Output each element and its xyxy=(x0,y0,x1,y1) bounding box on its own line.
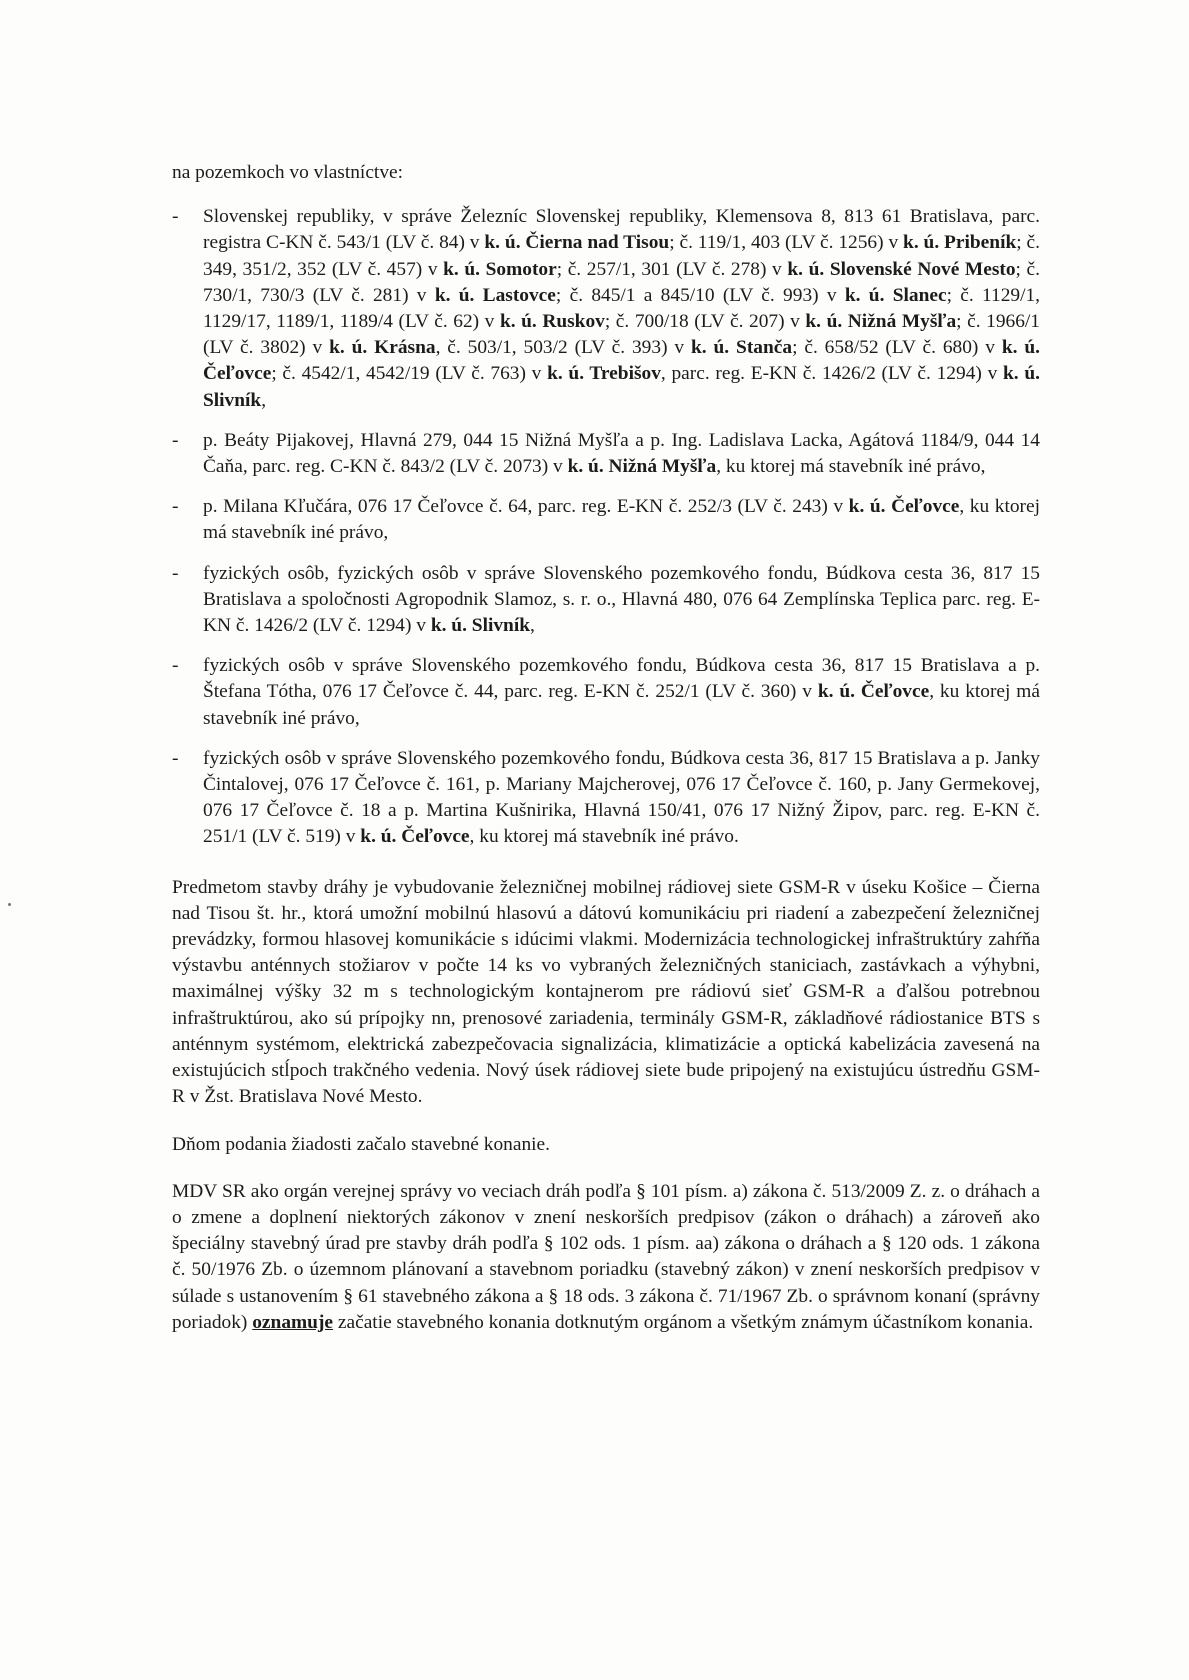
text-run: začatie stavebného konania dotknutým orgánom a všetkým známym účastníkom konania. xyxy=(333,1311,1034,1333)
scan-speck xyxy=(8,903,11,906)
text-run: MDV SR ako orgán verejnej správy vo veciach dráh podľa § 101 písm. a) zákona č. 513/2009 Z. z. o dráhach a o zmene a doplnení niektorých zákonov v znení neskorších predpisov (zákon o dráhach) a zároveň ako špeciálny stavebný úrad pre stavby dráh podľa § 102 ods. 1 písm. aa) zákona o dráhach a § 120 ods. 1 zákona č. 50/1976 Zb. o územnom plánovaní a stavebnom poriadku (stavebný zákon) v znení neskorších predpisov v súlade s ustanovením § 61 stavebného zákona a § 18 ods. 3 zákona č. 71/1967 Zb. o správnom konaní (správny poriadok) xyxy=(172,1180,1040,1333)
text-run: p. Beáty Pijakovej, Hlavná 279, 044 15 Nižná Myšľa a p. Ing. Ladislava Lacka, Agátová 1184/9, 044 14 Čaňa, parc. reg. C-KN č. 843/2 (LV č. 2073) v xyxy=(203,429,1040,478)
cadastral-area: k. ú. Slivník xyxy=(203,363,1040,411)
proceeding-start-paragraph xyxy=(172,1132,1040,1158)
text-run: , ku ktorej má stavebník iné právo, xyxy=(203,496,1040,544)
paragraph-text xyxy=(172,877,1040,1108)
owner-item-text xyxy=(203,655,1040,728)
cadastral-area: k. ú. Čeľovce xyxy=(203,337,1040,385)
text-run: Predmetom stavby dráhy je vybudovanie železničnej mobilnej rádiovej siete GSM-R v úseku Košice – Čierna nad Tisou št. hr., ktorá umožní mobilnú hlasovú a dátovú komunikáciu pri riadení a zabezpečení železničnej prevádzky, formou hlasovej komunikácie s idúcimi vlakmi. Modernizácia technologickej infraštruktúry zahŕňa výstavbu anténnych stožiarov v počte 14 ks vo vybraných železničných staniciach, zastávkach a výhybni, maximálnej výšky 32 m s technologickým kontajnerom pre rádiovú sieť GSM-R a ďalšou potrebnou infraštruktúrou, ako sú prípojky nn, prenosové zariadenia, terminály GSM-R, základňové rádiostanice BTS s anténnym systémom, elektrická zabezpečovacia signalizácia, klimatizácie a optická kabelizácia zavesená na existujúcich stĺpoch trakčného vedenia. Nový úsek rádiovej siete bude pripojený na existujúcu ústredňu GSM-R v Žst. Bratislava Nové Mesto. xyxy=(172,876,1040,1108)
cadastral-area: k. ú. Nižná Myšľa xyxy=(805,311,957,333)
cadastral-area: k. ú. Ruskov xyxy=(499,311,605,333)
text-run: , č. 503/1, 503/2 (LV č. 393) v xyxy=(435,337,691,359)
text-run: ; č. 119/1, 403 (LV č. 1256) v xyxy=(669,232,904,254)
text-run: ; č. 1966/1 (LV č. 3802) v xyxy=(203,311,1040,359)
text-run: ; č. 257/1, 301 (LV č. 278) v xyxy=(556,258,788,280)
list-dash: - xyxy=(172,496,179,518)
text-run: ; č. 4542/1, 4542/19 (LV č. 763) v xyxy=(271,363,548,385)
emphasized-verb: oznamuje xyxy=(252,1311,334,1333)
project-description-paragraph xyxy=(172,875,1040,1111)
document-page xyxy=(172,160,1040,1336)
cadastral-area: k. ú. Nižná Myšľa xyxy=(567,456,717,478)
owner-item xyxy=(172,653,1040,732)
list-dash: - xyxy=(172,206,179,228)
text-run: ; č. 845/1 a 845/10 (LV č. 993) v xyxy=(555,284,845,306)
text-run: , ku ktorej má stavebník iné právo. xyxy=(469,826,739,848)
owner-item xyxy=(172,428,1040,480)
text-run: , ku ktorej má stavebník iné právo, xyxy=(716,456,986,478)
cadastral-area: k. ú. Čeľovce xyxy=(848,496,960,518)
text-run: , ku ktorej má stavebník iné právo, xyxy=(203,681,1040,729)
owner-item-text xyxy=(203,496,1040,543)
cadastral-area: k. ú. Trebišov xyxy=(547,363,661,385)
authority-notice-paragraph xyxy=(172,1179,1040,1336)
text-run: ; č. 730/1, 730/3 (LV č. 281) v xyxy=(203,258,1040,306)
intro-line: na pozemkoch vo vlastníctve: xyxy=(172,162,404,183)
text-run: ; č. 658/52 (LV č. 680) v xyxy=(792,337,1002,359)
text-run: Dňom podania žiadosti začalo stavebné konanie. xyxy=(172,1133,550,1155)
list-dash: - xyxy=(172,562,179,584)
cadastral-area: k. ú. Slanec xyxy=(844,284,947,306)
owner-item-text xyxy=(203,206,1040,410)
owner-item-text xyxy=(203,563,1040,636)
owner-item xyxy=(172,494,1040,546)
text-run: ; č. 700/18 (LV č. 207) v xyxy=(604,311,806,333)
text-run: p. Milana Kľučára, 076 17 Čeľovce č. 64, parc. reg. E-KN č. 252/3 (LV č. 243) v xyxy=(203,496,849,518)
cadastral-area: k. ú. Somotor xyxy=(443,258,557,280)
list-dash: - xyxy=(172,655,179,677)
owner-list xyxy=(172,204,1040,850)
text-run: fyzických osôb, fyzických osôb v správe Slovenského pozemkového fondu, Búdkova cesta 36, 817 15 Bratislava a spoločnosti Agropodnik Slamoz, s. r. o., Hlavná 480, 076 64 Zemplínska Teplica parc. reg. E-KN č. 1426/2 (LV č. 1294) v xyxy=(203,562,1040,637)
cadastral-area: k. ú. Čeľovce xyxy=(360,826,470,848)
cadastral-area: k. ú. Čeľovce xyxy=(817,681,930,703)
text-run: fyzických osôb v správe Slovenského pozemkového fondu, Búdkova cesta 36, 817 15 Bratislava a p. Štefana Tótha, 076 17 Čeľovce č. 44, parc. reg. E-KN č. 252/1 (LV č. 360) v xyxy=(203,655,1040,703)
cadastral-area: k. ú. Slovenské Nové Mesto xyxy=(787,258,1016,280)
paragraph-text xyxy=(172,1134,550,1155)
owner-item-text xyxy=(203,430,1040,477)
list-dash: - xyxy=(172,747,179,769)
text-run: fyzických osôb v správe Slovenského pozemkového fondu, Búdkova cesta 36, 817 15 Bratislava a p. Janky Čintalovej, 076 17 Čeľovce č. 161, p. Mariany Majcherovej, 076 17 Čeľovce č. 160, p. Jany Germekovej, 076 17 Čeľovce č. 18 a p. Martina Kušnirika, Hlavná 150/41, 076 17 Nižný Žipov, parc. reg. E-KN č. 251/1 (LV č. 519) v xyxy=(203,747,1040,848)
text-run: , parc. reg. E-KN č. 1426/2 (LV č. 1294) v xyxy=(660,363,1003,385)
owner-item xyxy=(172,561,1040,640)
owner-item xyxy=(172,204,1040,414)
text-run: Slovenskej republiky, v správe Železníc Slovenskej republiky, Klemensova 8, 813 61 Bratislava, parc. registra C-KN č. 543/1 (LV č. 84) v xyxy=(203,206,1040,254)
list-dash: - xyxy=(172,429,179,451)
text-run: ; č. 349, 351/2, 352 (LV č. 457) v xyxy=(203,232,1040,280)
cadastral-area: k. ú. Krásna xyxy=(329,337,436,359)
text-run: ; č. 1129/1, 1129/17, 1189/1, 1189/4 (LV č. 62) v xyxy=(203,284,1041,333)
owner-item-text xyxy=(203,748,1040,848)
cadastral-area: k. ú. Lastovce xyxy=(434,284,556,306)
cadastral-area: k. ú. Stanča xyxy=(691,337,793,359)
cadastral-area: k. ú. Slivník xyxy=(430,615,530,637)
cadastral-area: k. ú. Čierna nad Tisou xyxy=(484,232,670,254)
cadastral-area: k. ú. Pribeník xyxy=(903,232,1017,254)
text-run: , xyxy=(261,389,267,411)
paragraph-text xyxy=(172,1181,1040,1333)
owner-item xyxy=(172,746,1040,851)
text-run: , xyxy=(530,615,535,637)
